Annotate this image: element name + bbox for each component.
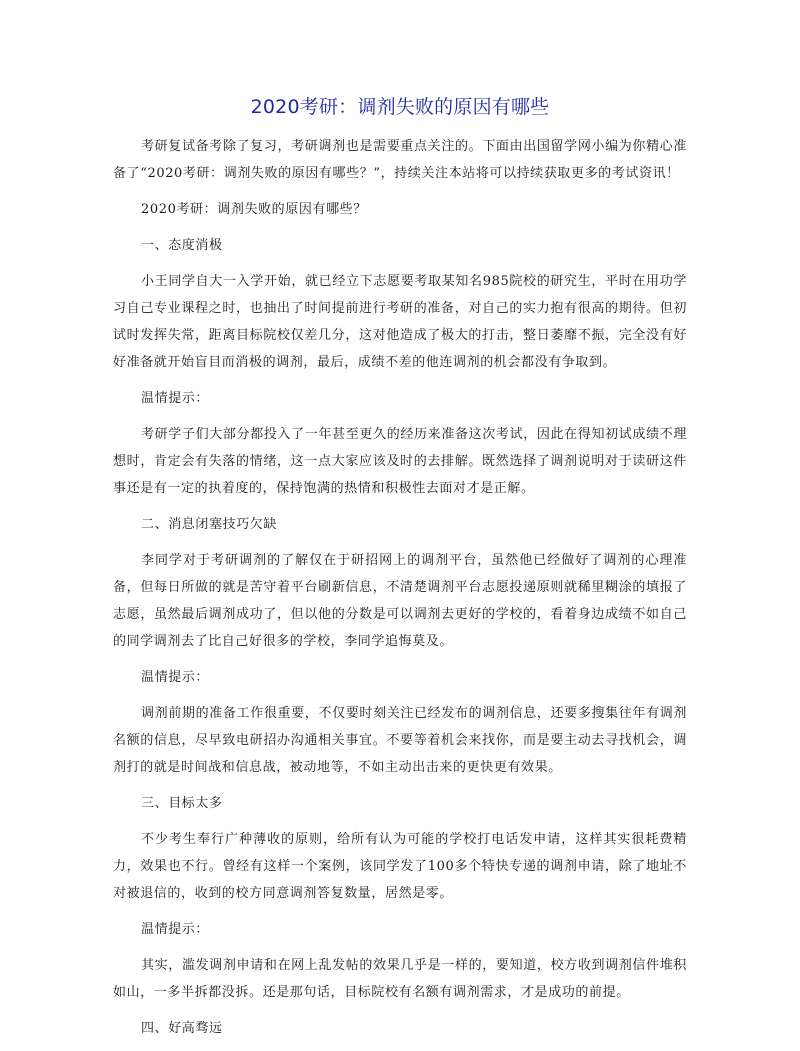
paragraph: 考研学子们大部分都投入了一年甚至更久的经历来准备这次考试，因此在得知初试成绩不理想时，肯定会有失落的情绪，这一点大家应该及时的去排解。既然选择了调剂说明对于读研这件事还是有一定的执着度的，保持饱满的热情和积极性去面对才是正解。	[113, 427, 687, 496]
section-heading: 二、消息闭塞技巧欠缺	[141, 517, 278, 532]
article-body	[113, 133, 687, 1042]
paragraph: 不少考生奉行广种薄收的原则，给所有认为可能的学校打电话发申请，这样其实很耗费精力，效果也不行。曾经有这样一个案例，该同学发了100多个特快专递的调剂申请，除了地址不对被退信的，收到的校方同意调剂答复数量，居然是零。	[113, 832, 687, 901]
paragraph: 其实，滥发调剂申请和在网上乱发帖的效果几乎是一样的，要知道，校方收到调剂信件堆积如山，一多半拆都没拆。还是那句话，目标院校有名额有调剂需求，才是成功的前提。	[113, 958, 687, 1000]
section-heading: 一、态度消极	[141, 238, 223, 253]
paragraph: 小王同学自大一入学开始，就已经立下志愿要考取某知名985院校的研究生，平时在用功学习自己专业课程之时，也抽出了时间提前进行考研的准备，对自己的实力抱有很高的期待。但初试时发挥失常，距离目标院校仅差几分，这对他造成了极大的打击，整日萎靡不振，完全没有好好准备就开始盲目而消极的调剂，最后，成绩不差的他连调剂的机会都没有争取到。	[113, 274, 687, 370]
page-title: 2020考研：调剂失败的原因有哪些	[250, 96, 550, 118]
section-heading: 温情提示：	[141, 391, 210, 406]
section-heading: 温情提示：	[141, 922, 210, 937]
paragraph: 李同学对于考研调剂的了解仅在于研招网上的调剂平台，虽然他已经做好了调剂的心理准备，但每日所做的就是苦守着平台刷新信息，不清楚调剂平台志愿投递原则就稀里糊涂的填报了志愿，虽然最后调剂成功了，但以他的分数是可以调剂去更好的学校的，看着身边成绩不如自己的同学调剂去了比自己好很多的学校，李同学追悔莫及。	[113, 553, 687, 649]
paragraph: 考研复试备考除了复习，考研调剂也是需要重点关注的。下面由出国留学网小编为你精心准备了“2020考研：调剂失败的原因有哪些？”，持续关注本站将可以持续获取更多的考试资讯！	[113, 139, 687, 181]
paragraph: 2020考研：调剂失败的原因有哪些？	[141, 202, 367, 217]
document-page	[113, 92, 687, 1051]
paragraph: 调剂前期的准备工作很重要，不仅要时刻关注已经发布的调剂信息，还要多搜集往年有调剂名额的信息，尽早致电研招办沟通相关事宜。不要等着机会来找你，而是要主动去寻找机会，调剂打的就是时间战和信息战，被动地等，不如主动出击来的更快更有效果。	[113, 706, 687, 775]
section-heading: 四、好高骛远	[141, 1021, 223, 1036]
section-heading: 温情提示：	[141, 670, 210, 685]
section-heading: 三、目标太多	[141, 796, 223, 811]
